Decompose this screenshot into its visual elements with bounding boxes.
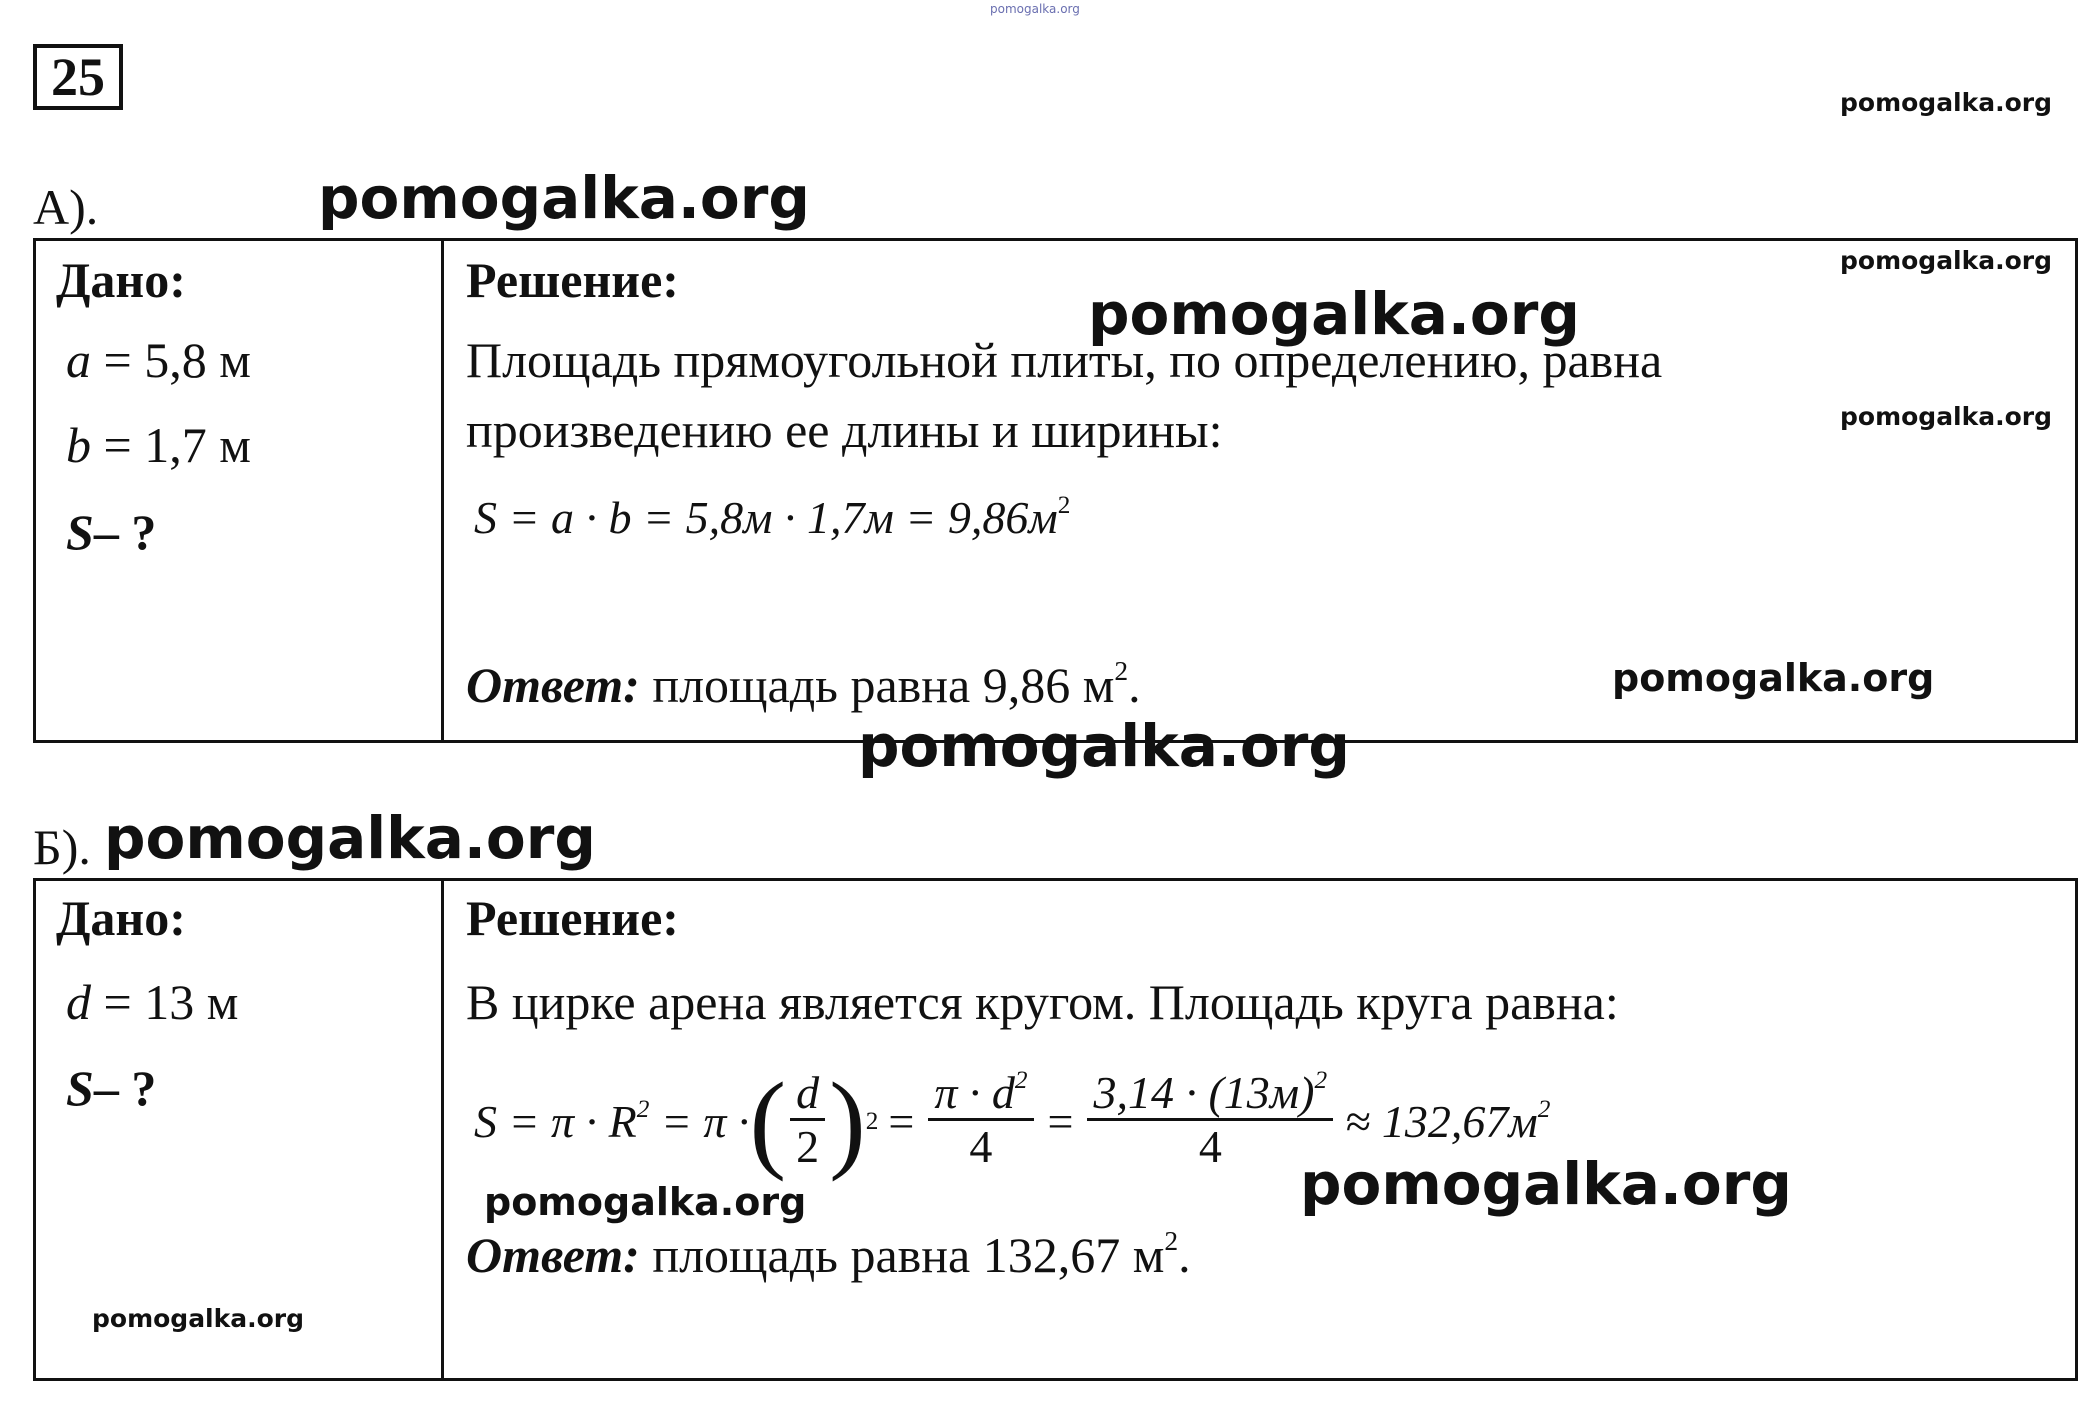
part-a-given-b: b = 1,7 м xyxy=(66,417,251,473)
part-b-solution-title: Решение: xyxy=(466,890,679,946)
part-b-frac-pi-d2: $\frac{\pi \cdot d^2}{4}$ xyxy=(928,1068,1033,1174)
watermark-b-left: pomogalka.org xyxy=(92,1304,305,1333)
watermark-a-center: pomogalka.org xyxy=(1088,280,1580,348)
part-a-solution-title: Решение: xyxy=(466,252,679,308)
part-a-text-line1: Площадь прямоугольной плиты, по определению, равна xyxy=(466,332,1663,388)
part-b-formula: $S = \pi \cdot R^2 = \pi$ · ( $\frac{d}{2}$ ) 2 = $\frac{\pi \cdot d^2}{4}$ = $\frac{3,14 \cdot (13м)^2}{4}$ ≈ $132,67м^2$ xyxy=(474,1060,1551,1182)
watermark-a-answer: pomogalka.org xyxy=(1612,656,1935,700)
part-a-formula: $S = a \cdot b = 5,8м \cdot 1,7м = 9,86м^2$ xyxy=(474,490,1071,543)
part-a-given-title: Дано: xyxy=(56,252,186,308)
part-b-given-d: d = 13 м xyxy=(66,974,239,1030)
part-b-panel xyxy=(33,878,2078,1381)
part-a-text-line2: произведению ее длины и ширины: xyxy=(466,402,1223,458)
part-b-divider xyxy=(441,881,444,1378)
part-b-text-line1: В цирке арена является кругом. Площадь круга равна: xyxy=(466,974,1619,1030)
watermark-part-a-title: pomogalka.org xyxy=(318,164,810,232)
part-b-frac-d-over-2: $\frac{d}{2}$ xyxy=(790,1068,825,1174)
watermark-part-b-title: pomogalka.org xyxy=(104,804,596,872)
part-a-given-a: a = 5,8 м xyxy=(66,332,251,388)
part-a-answer: Ответ: площадь равна 9,86 $м^2$. xyxy=(466,655,1141,713)
part-b-given-s: S– ? xyxy=(66,1060,157,1116)
watermark-top-right: pomogalka.org xyxy=(1840,88,2053,117)
part-b-paren-group: ( $\frac{d}{2}$ ) 2 xyxy=(749,1060,879,1182)
watermark-a-right2: pomogalka.org xyxy=(1840,402,2053,431)
part-b-label: Б). xyxy=(33,819,91,875)
problem-number: 25 xyxy=(33,44,123,110)
part-b-given-title: Дано: xyxy=(56,890,186,946)
watermark-b-formula: pomogalka.org xyxy=(484,1180,807,1224)
watermark-a-right1: pomogalka.org xyxy=(1840,246,2053,275)
part-b-answer: Ответ: площадь равна 132,67 $м^2$. xyxy=(466,1225,1191,1283)
part-a-divider xyxy=(441,241,444,740)
watermark-top-tiny: pomogalka.org xyxy=(990,2,1080,16)
part-a-label: А). xyxy=(33,179,99,235)
part-b-frac-values: $\frac{3,14 \cdot (13м)^2}{4}$ xyxy=(1087,1068,1333,1174)
watermark-b-right: pomogalka.org xyxy=(1300,1150,1792,1218)
watermark-a-bottom: pomogalka.org xyxy=(858,712,1350,780)
part-a-given-s: S– ? xyxy=(66,504,157,560)
